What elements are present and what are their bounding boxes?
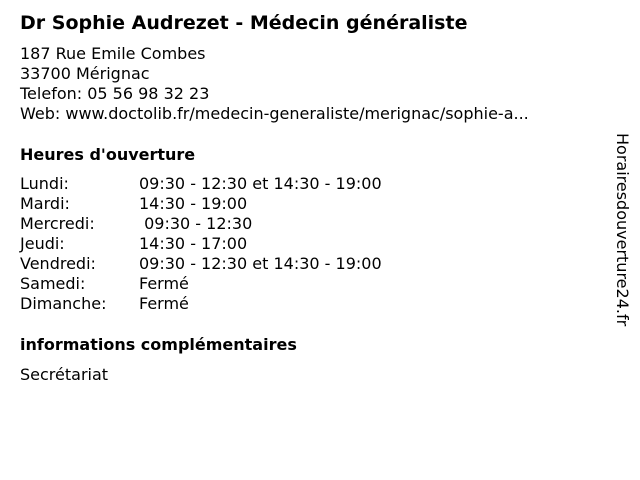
hours-day: Vendredi:: [20, 254, 96, 273]
hours-time: Fermé: [139, 294, 189, 313]
hours-row: [20, 234, 382, 254]
hours-time: Fermé: [139, 274, 189, 293]
additional-info-heading: informations complémentaires: [20, 335, 297, 354]
page-title: Dr Sophie Audrezet - Médecin généraliste: [20, 12, 468, 34]
website-link[interactable]: Web: www.doctolib.fr/medecin-generaliste/merignac/sophie-a...: [20, 104, 529, 123]
site-watermark: Horairesdouverture24.fr: [613, 133, 632, 327]
hours-day: Mercredi:: [20, 214, 95, 233]
address-block: [20, 44, 529, 124]
city-address: 33700 Mérignac: [20, 64, 150, 83]
hours-day: Dimanche:: [20, 294, 107, 313]
hours-row: [20, 194, 382, 214]
phone-number: Telefon: 05 56 98 32 23: [20, 84, 210, 103]
hours-time: 09:30 - 12:30 et 14:30 - 19:00: [139, 254, 382, 273]
street-address: 187 Rue Emile Combes: [20, 44, 206, 63]
hours-row: [20, 274, 382, 294]
hours-time: 09:30 - 12:30 et 14:30 - 19:00: [139, 174, 382, 193]
hours-row: [20, 254, 382, 274]
hours-time: 09:30 - 12:30: [139, 214, 253, 233]
opening-hours-heading: Heures d'ouverture: [20, 145, 196, 164]
hours-day: Jeudi:: [20, 234, 65, 253]
hours-day: Lundi:: [20, 174, 69, 193]
hours-day: Mardi:: [20, 194, 70, 213]
hours-row: [20, 174, 382, 194]
hours-row: [20, 214, 382, 234]
hours-time: 14:30 - 19:00: [139, 194, 248, 213]
additional-info-text: Secrétariat: [20, 365, 109, 384]
hours-day: Samedi:: [20, 274, 86, 293]
hours-row: [20, 294, 382, 314]
hours-time: 14:30 - 17:00: [139, 234, 248, 253]
opening-hours-table: [20, 174, 382, 314]
